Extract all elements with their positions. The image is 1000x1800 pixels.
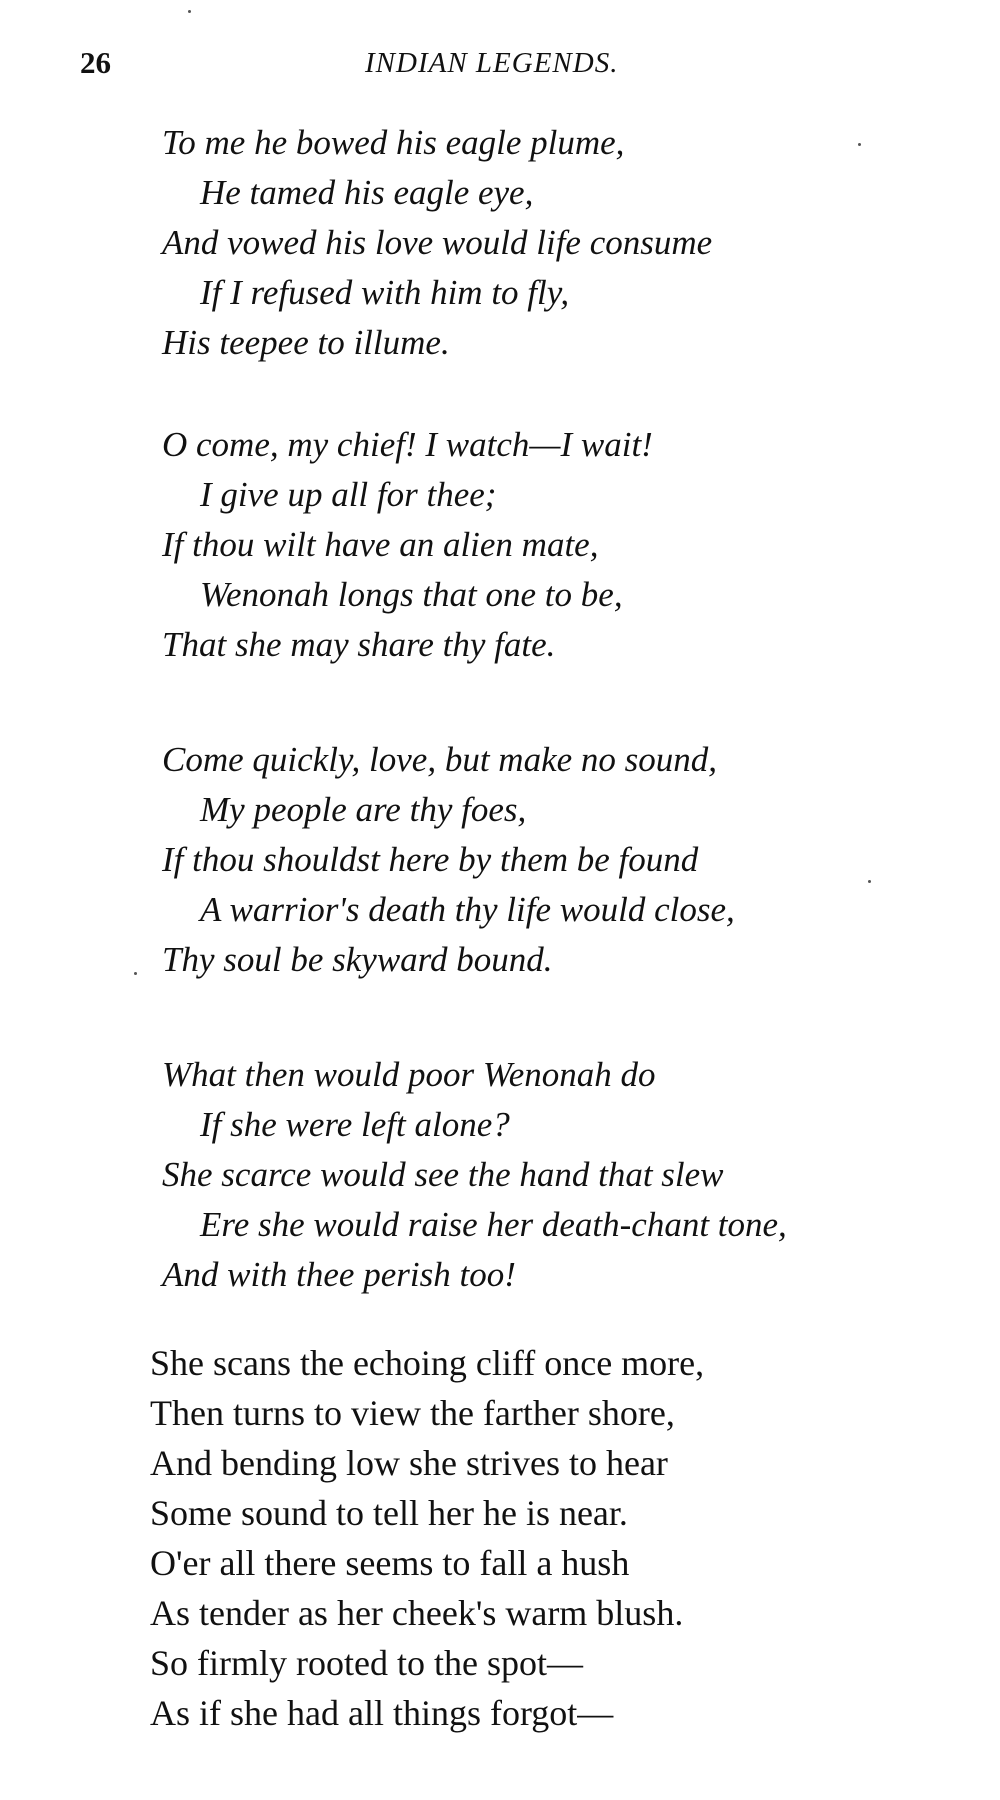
verse-line: That she may share thy fate.	[162, 625, 556, 664]
verse-line: My people are thy foes,	[200, 790, 527, 829]
verse-line: O come, my chief! I watch—I wait!	[162, 425, 653, 464]
narrative-line: And bending low she strives to hear	[150, 1443, 668, 1483]
verse-line: She scarce would see the hand that slew	[162, 1155, 724, 1194]
verse-line: Come quickly, love, but make no sound,	[162, 740, 718, 779]
verse-line: If she were left alone?	[200, 1105, 510, 1144]
verse-line: A warrior's death thy life would close,	[200, 890, 735, 929]
verse-line: He tamed his eagle eye,	[200, 173, 534, 212]
narrative-line: As tender as her cheek's warm blush.	[150, 1593, 684, 1633]
narrative-line: Some sound to tell her he is near.	[150, 1493, 628, 1533]
scan-speck	[858, 143, 861, 146]
verse-line: Thy soul be skyward bound.	[162, 940, 553, 979]
page-header	[0, 38, 1000, 88]
narrative-line: O'er all there seems to fall a hush	[150, 1543, 630, 1583]
verse-line: And with thee perish too!	[162, 1255, 516, 1294]
narrative-line: As if she had all things forgot—	[150, 1693, 614, 1733]
scan-speck	[188, 10, 191, 13]
verse-line: If thou wilt have an alien mate,	[162, 525, 599, 564]
scan-speck	[134, 972, 137, 975]
verse-line: What then would poor Wenonah do	[162, 1055, 656, 1094]
scan-speck	[868, 880, 871, 883]
verse-line: Ere she would raise her death-chant tone,	[200, 1205, 787, 1244]
running-title: INDIAN LEGENDS.	[365, 47, 619, 79]
verse-line: His teepee to illume.	[162, 323, 450, 362]
narrative-line: She scans the echoing cliff once more,	[150, 1343, 705, 1383]
verse-line: I give up all for thee;	[200, 475, 497, 514]
verse-line: And vowed his love would life consume	[162, 223, 713, 262]
verse-line: If thou shouldst here by them be found	[162, 840, 699, 879]
narrative-line: So firmly rooted to the spot—	[150, 1643, 583, 1683]
narrative-line: Then turns to view the farther shore,	[150, 1393, 675, 1433]
verse-line: To me he bowed his eagle plume,	[162, 123, 625, 162]
page-number: 26	[80, 45, 111, 80]
verse-line: Wenonah longs that one to be,	[200, 575, 623, 614]
verse-line: If I refused with him to fly,	[200, 273, 570, 312]
